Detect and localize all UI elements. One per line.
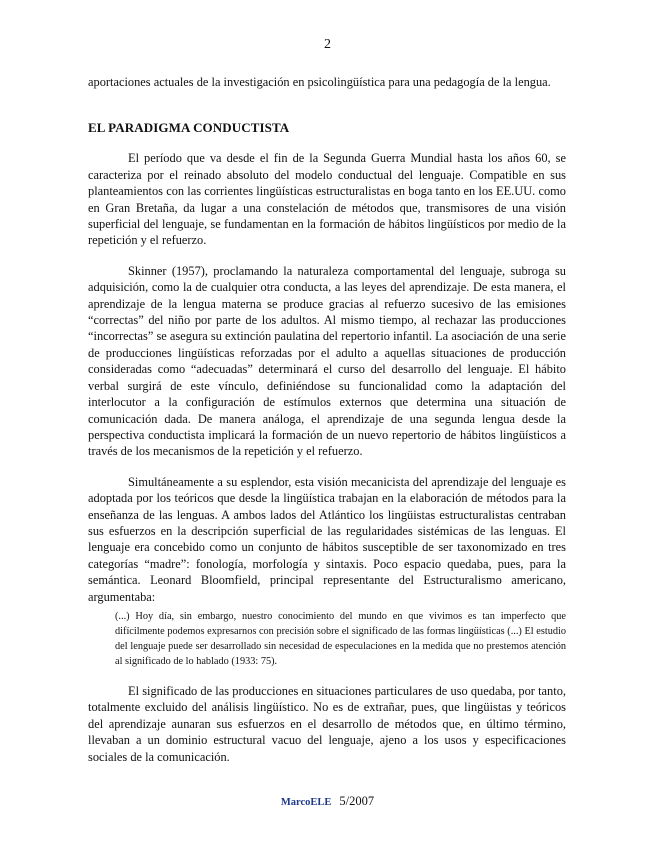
section-heading: EL PARADIGMA CONDUCTISTA <box>88 120 290 136</box>
footer-issue: 5/2007 <box>339 794 375 808</box>
closing-paragraph: El significado de las producciones en situaciones particulares de uso quedaba, por tanto, totalmente excluido del análisis lingüístico. No es de extrañar, pues, que lingüistas y teóricos del aprendizaje aunaran sus esfuerzos en el desarrollo de métodos que, en último término, llevaban a un dominio estructural vacuo del lenguaje, ajeno a los usos y especificaciones sociales de la comunicación. <box>88 683 566 764</box>
page-footer <box>0 794 655 809</box>
document-body <box>88 74 566 779</box>
footer-brand: MarcoELE <box>280 797 332 808</box>
paragraph-2: Skinner (1957), proclamando la naturaleza comportamental del lenguaje, subroga su adquisición, como la de cualquier otra conducta, a las leyes del aprendizaje. De esta manera, el aprendizaje de la lengua materna se produce gracias al refuerzo sucesivo de las emisiones “correctas” del niño por parte de los adultos. Al mismo tiempo, al rechazar las producciones “incorrectas” se asegura su extinción paulatina del repertorio infantil. La asociación de una serie de producciones lingüísticas reforzadas por el adulto a aquellas situaciones de producción consideradas como “adecuadas” determinará el curso del desarrollo del lenguaje. El hábito verbal surgirá de este vínculo, definiéndose su funcionalidad como la adaptación del interlocutor a la configuración de estímulos externos que determina una situación de comunicación dada. De manera análoga, el aprendizaje de una segunda lengua desde la perspectiva conductista implicará la formación de un nuevo repertorio de hábitos lingüísticos a través de los mecanismos de la repetición y el refuerzo. <box>88 263 566 459</box>
intro-text: aportaciones actuales de la investigación en psicolingüística para una pedagogía de la lengua. <box>88 75 551 89</box>
paragraph-1: El período que va desde el fin de la Segunda Guerra Mundial hasta los años 60, se caracteriza por el reinado absoluto del modelo conductual del lenguaje. Compatible en sus planteamientos con las corrientes lingüísticas estructuralistas en boga tanto en los EE.UU. como en Gran Bretaña, da lugar a una constelación de métodos que, transmisores de una visión superficial del lenguaje, se fundamentan en la formación de hábitos lingüísticos por medio de la repetición y el refuerzo. <box>88 151 566 248</box>
page-number: 2 <box>324 37 331 52</box>
block-quote: (...) Hoy día, sin embargo, nuestro conocimiento del mundo en que vivimos es tan imperfecto que difícilmente podemos expresarnos con precisión sobre el significado de las formas lingüísticas (...) El estudio del lenguaje puede ser desarrollado sin necesidad de especulaciones en la medida que no prestemos atención al significado de lo hablado (1933: 75). <box>115 610 566 667</box>
paragraph-3: Simultáneamente a su esplendor, esta visión mecanicista del aprendizaje del lenguaje es adoptada por los teóricos que desde la lingüística trabajan en la elaboración de métodos para la enseñanza de las lenguas. A ambos lados del Atlántico los lingüistas estructuralistas centraban sus esfuerzos en la descripción superficial de las regularidades sistémicas de las lenguas. El lenguaje era concebido como un conjunto de hábitos susceptible de ser taxonomizado en tres categorías “madre”: fonología, morfología y sintaxis. Poco espacio quedaba, pues, para la semántica. Leonard Bloomfield, principal representante del Estructuralismo americano, argumentaba: <box>88 474 566 604</box>
